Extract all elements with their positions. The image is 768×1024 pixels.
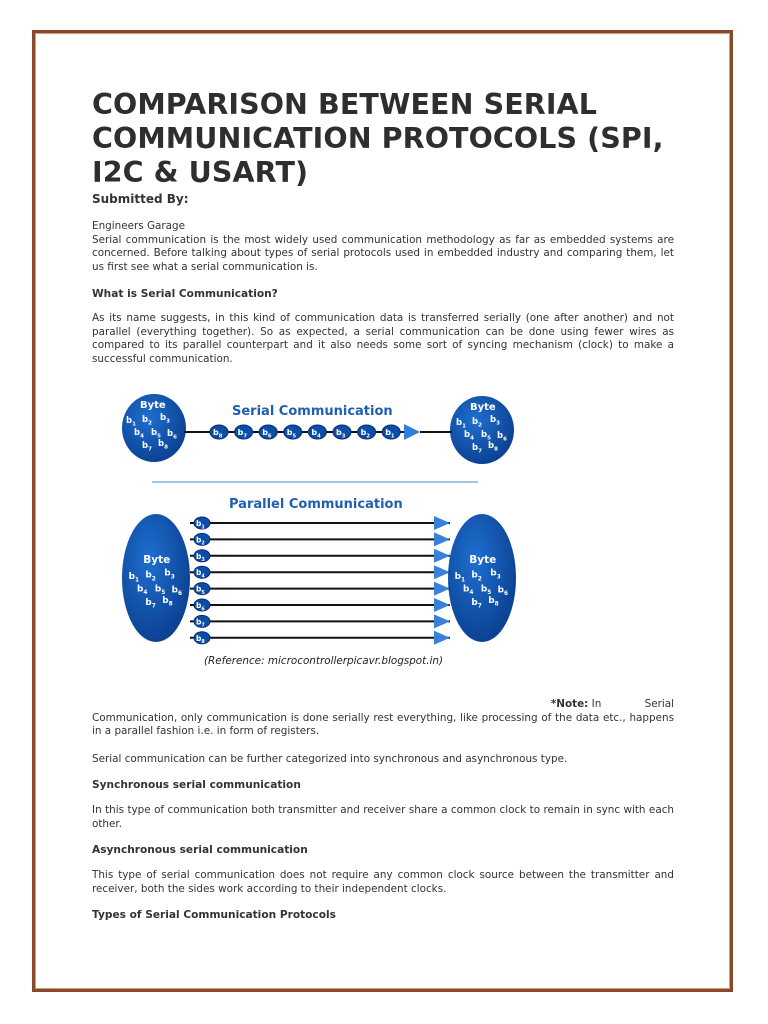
serial-bit-label: $b_2$ (360, 428, 370, 440)
serial-parallel-figure (92, 388, 674, 678)
communication-diagram (92, 388, 674, 653)
what-is-paragraph: As its name suggests, in this kind of communication data is transferred serially (one after another) and not parallel (everything together). So as expected, a serial communication can be done using fewer wires as compared to its parallel counterpart and it also needs some sort of syncing mechanism (clock) to make a successful communication. (92, 312, 674, 365)
byte-bit-label: $b_8$ (158, 439, 168, 451)
byte-bit-label: $b_5$ (480, 584, 492, 597)
types-heading: Types of Serial Communication Protocols (92, 909, 336, 921)
byte-bit-label: $b_4$ (464, 430, 474, 442)
submitted-by-label: Submitted By: (92, 192, 189, 206)
document-body (92, 88, 674, 921)
sync-paragraph: In this type of communication both transmitter and receiver share a common clock to remain in sync with each other. (92, 804, 674, 830)
parallel-title: Parallel Communication (229, 497, 403, 512)
parallel-bit-label: $b_4$ (196, 568, 205, 580)
parallel-arrow (434, 516, 450, 530)
byte-bit-label: $b_4$ (134, 428, 144, 440)
byte-bit-label: $b_4$ (137, 584, 148, 597)
parallel-bit-label: $b_6$ (196, 601, 205, 613)
byte-bit-label: $b_3$ (490, 568, 501, 581)
byte-bit-label: $b_3$ (164, 568, 175, 581)
byte-label: Byte (140, 400, 166, 411)
parallel-bit-label: $b_7$ (196, 617, 205, 629)
byte-bit-label: $b_6$ (497, 585, 509, 598)
byte-bit-label: $b_7$ (471, 598, 482, 610)
byte-bit-label: $b_7$ (145, 598, 156, 610)
byte-label: Byte (469, 554, 497, 566)
parallel-arrow (434, 598, 450, 612)
byte-bit-label: $b_8$ (488, 595, 499, 608)
parallel-bit-label: $b_2$ (196, 535, 205, 547)
byte-bit-label: $b_7$ (472, 443, 482, 455)
parallel-arrow (434, 614, 450, 628)
what-is-heading: What is Serial Communication? (92, 288, 278, 300)
categorized-paragraph: Serial communication can be further categorized into synchronous and asynchronous type. (92, 752, 568, 765)
byte-bit-label: $b_5$ (154, 584, 166, 597)
parallel-arrow (434, 549, 450, 563)
byte-bit-label: $b_6$ (171, 585, 183, 598)
byte-bit-label: $b_3$ (490, 415, 500, 427)
serial-bit-label: $b_3$ (336, 428, 346, 440)
byte-bit-label: $b_3$ (160, 413, 170, 425)
byte-bit-label: $b_2$ (471, 570, 482, 583)
byte-bit-label: $b_1$ (128, 571, 140, 584)
serial-title: Serial Communication (232, 404, 393, 419)
byte-bit-label: $b_2$ (142, 415, 152, 427)
byte-bit-label: $b_4$ (463, 584, 474, 597)
byte-bit-label: $b_6$ (497, 431, 507, 443)
serial-bit-label: $b_7$ (237, 428, 247, 440)
serial-bit-label: $b_4$ (311, 428, 321, 440)
author-name: Engineers Garage (92, 220, 186, 232)
byte-label: Byte (470, 402, 496, 413)
page-title: COMPARISON BETWEEN SERIAL COMMUNICATION PROTOCOLS (SPI, I2C & USART) (92, 88, 664, 189)
byte-bit-label: $b_8$ (488, 441, 498, 453)
byte-bit-label: $b_6$ (167, 429, 177, 441)
byte-bit-label: $b_5$ (151, 428, 161, 440)
byte-bit-label: $b_2$ (145, 570, 156, 583)
async-heading: Asynchronous serial communication (92, 844, 308, 856)
figure-caption: (Reference: microcontrollerpicavr.blogspot.in) (204, 655, 444, 667)
serial-bit-label: $b_6$ (262, 428, 272, 440)
note-paragraph: Communication, only communication is done serially rest everything, like processing of the data etc., happens in a parallel fashion i.e. in form of registers. (92, 711, 674, 737)
byte-label: Byte (143, 554, 171, 566)
parallel-bit-label: $b_3$ (196, 551, 205, 564)
sync-heading: Synchronous serial communication (92, 779, 301, 791)
serial-bit-label: $b_5$ (286, 428, 297, 440)
parallel-arrow (434, 631, 450, 645)
serial-bit-label: $b_1$ (385, 428, 395, 440)
byte-bit-label: $b_7$ (142, 441, 152, 453)
note-inline-text: In Serial (591, 698, 674, 710)
parallel-arrow (434, 565, 450, 579)
parallel-bit-label: $b_8$ (196, 633, 205, 646)
note-line (92, 698, 674, 712)
byte-bit-label: $b_8$ (162, 595, 173, 608)
intro-paragraph: Serial communication is the most widely used communication methodology as far as embedded systems are concerned. Before talking about types of serial protocols used in embedded industry and comparing them, let us first see what a serial communication is. (92, 233, 674, 273)
byte-bit-label: $b_1$ (126, 416, 136, 428)
byte-bit-label: $b_5$ (481, 430, 491, 442)
serial-bit-label: $b_8$ (213, 428, 223, 440)
parallel-bit-label: $b_1$ (196, 519, 205, 531)
async-paragraph: This type of serial communication does not require any common clock source between the transmitter and receiver, both the sides work according to their independent clocks. (92, 869, 674, 895)
byte-bit-label: $b_1$ (456, 418, 466, 430)
note-label: *Note: (550, 698, 589, 710)
serial-arrow (404, 424, 420, 440)
byte-bit-label: $b_2$ (472, 417, 482, 429)
parallel-bit-label: $b_5$ (196, 584, 205, 596)
parallel-arrow (434, 532, 450, 546)
parallel-arrow (434, 582, 450, 596)
byte-bit-label: $b_1$ (454, 571, 466, 584)
